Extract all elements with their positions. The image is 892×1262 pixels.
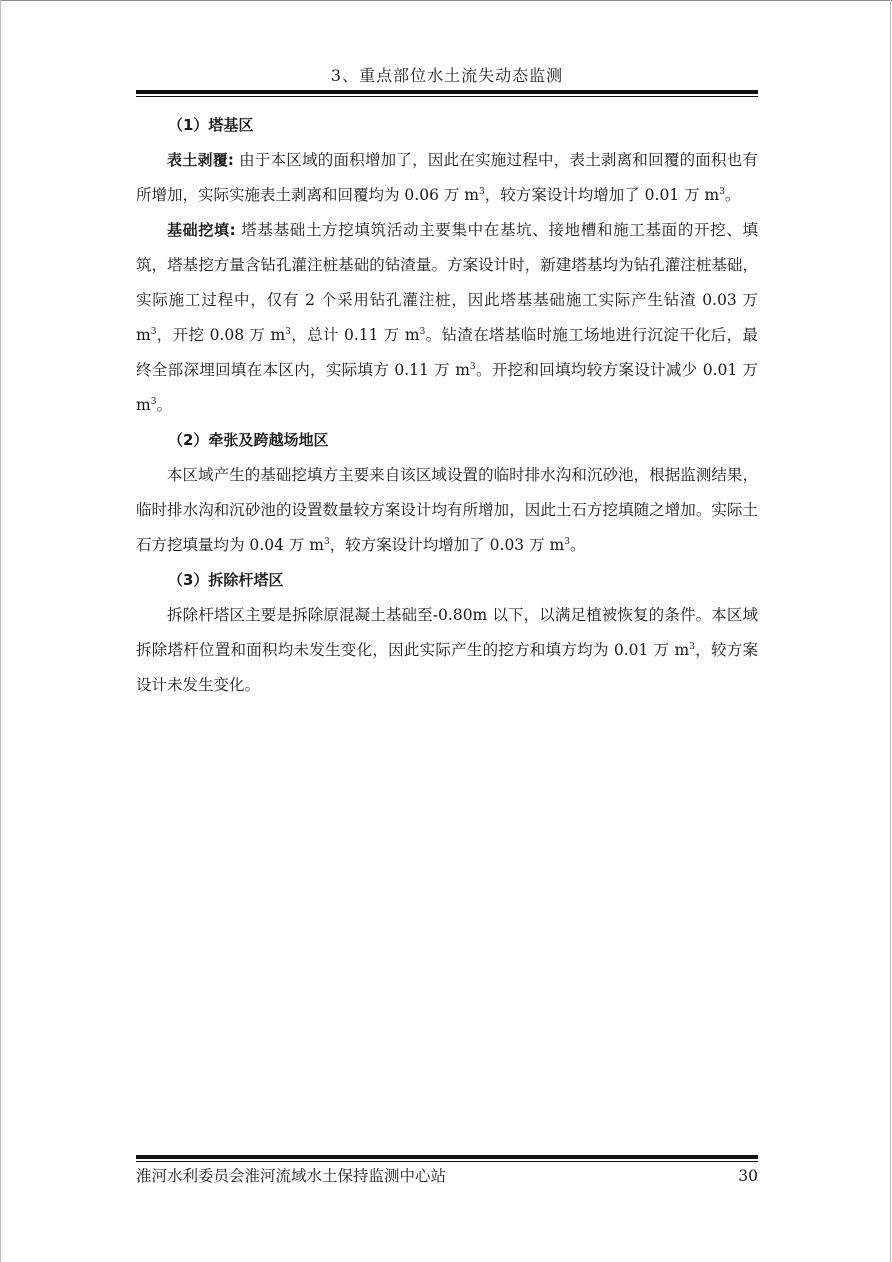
text-run: ，较方案设计均增加了 0.03 万 m [329,536,565,554]
page-number: 30 [738,1167,758,1185]
superscript: 3 [150,326,157,337]
page-edge-left [0,0,1,1262]
text-run: 。 [569,536,586,554]
superscript: 3 [419,326,426,337]
superscript: 3 [564,536,570,547]
page-edge-right [890,0,891,1262]
text-run: 。钻渣在塔基临时施工场地进行沉淀干化后，最终全部深埋回填在本区内，实际填方 0.11 万 m [136,326,758,379]
page-header-title: 3、重点部位水土流失动态监测 [330,66,564,85]
section-heading-tower-base: （1）塔基区 [168,116,254,134]
text-run: 塔基基础土方挖填筑活动主要集中在基坑、接地槽和施工基面的开挖、填筑，塔基挖方量含钻孔灌注桩基础的钻渣量。方案设计时，新建塔基均为钻孔灌注桩基础，实际施工过程中，仅有 2 个采用钻孔灌注桩，因此塔基基础施工实际产生钻渣 0.03 万 m [136,221,759,344]
lead-topsoil: 表土剥覆: [167,151,234,169]
superscript: 3 [285,326,291,337]
section-heading-tension-site: （2）牵张及跨越场地区 [168,431,329,449]
footer-rule-thick [136,1155,758,1159]
text-run: 拆除杆塔区主要是拆除原混凝土基础至-0.80m 以下，以满足植被恢复的条件。本区域拆除塔杆位置和面积均未发生变化，因此实际产生的挖方和填方均为 0.01 万 m [136,606,758,659]
section-heading-tower-removal: （3）拆除杆塔区 [168,571,284,589]
footer-rule-thin [136,1161,758,1162]
superscript: 3 [469,361,476,372]
superscript: 3 [150,396,157,407]
paragraph-tension-site [136,458,758,563]
superscript: 3 [689,641,695,652]
document-body [136,108,758,703]
text-run: ，总计 0.11 万 m [290,326,420,344]
superscript: 3 [719,186,725,197]
paragraph-foundation [136,213,758,423]
text-run: ，开挖 0.08 万 m [156,326,286,344]
header-rule-thick [136,90,758,94]
superscript: 3 [479,186,485,197]
footer-organization: 淮河水利委员会淮河流域水土保持监测中心站 [136,1167,447,1185]
text-run: 。开挖和回填均较方案设计减少 0.01 万 m [136,361,758,414]
superscript: 3 [324,536,330,547]
text-run: 。 [156,396,172,414]
paragraph-topsoil [136,143,758,213]
page-edge-top [0,0,892,1]
text-run: ，较方案设计均增加了 0.01 万 m [484,186,720,204]
text-run: ，较方案设计未发生变化。 [136,641,758,694]
text-run: 由于本区域的面积增加了，因此在实施过程中，表土剥离和回覆的面积也有所增加，实际实施表土剥离和回覆均为 0.06 万 m [136,151,759,204]
text-run: 本区域产生的基础挖填方主要来自该区域设置的临时排水沟和沉砂池，根据监测结果，临时排水沟和沉砂池的设置数量较方案设计均有所增加，因此土石方挖填随之增加。实际土石方挖填量均为 0.04 万 m [136,466,758,554]
paragraph-tower-removal [136,598,758,703]
header-rule-thin [136,96,758,97]
lead-foundation: 基础挖填: [167,221,236,239]
text-run: 。 [724,186,741,204]
